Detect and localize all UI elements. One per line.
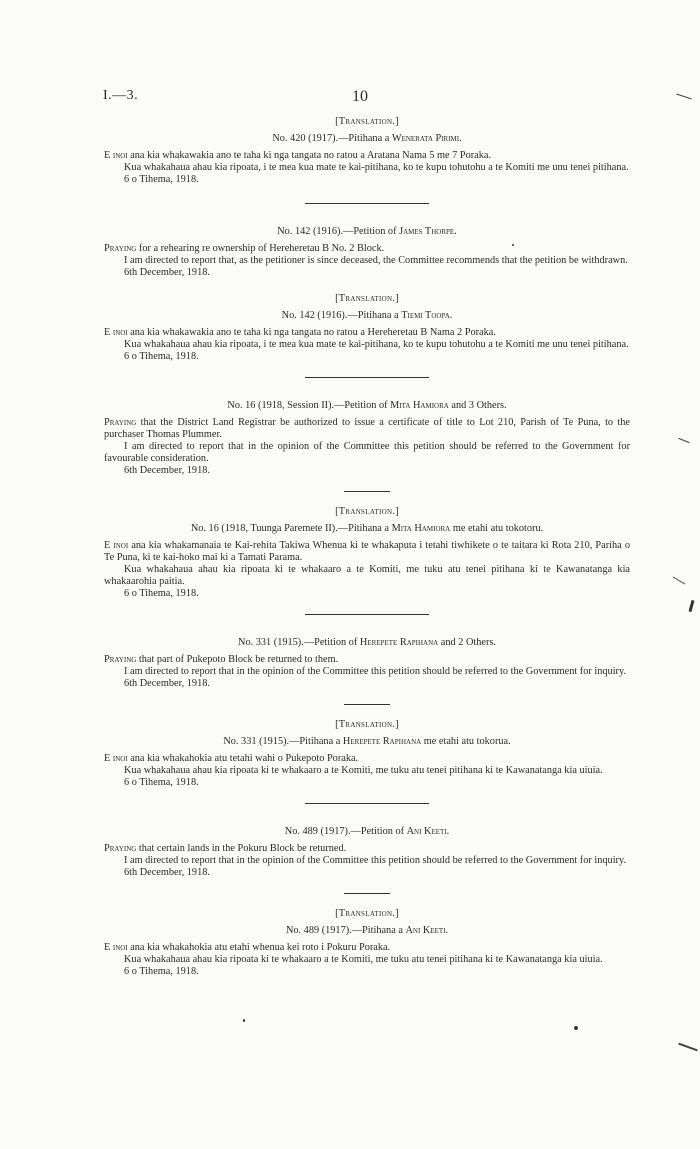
petition-heading (104, 310, 630, 322)
petition-heading-tail: and 3 Others. (448, 400, 507, 411)
report-date: 6th December, 1918. (124, 465, 210, 476)
scan-speck (512, 244, 514, 246)
prayer-paragraph (104, 654, 630, 666)
petitioner-name: Herepete Rapihana (359, 637, 439, 648)
translation-label: [Translation.] (335, 506, 399, 517)
petition-heading (104, 736, 630, 748)
petition-number: No. 142 (1916).—Petition of (277, 226, 400, 237)
prayer-paragraph (104, 540, 630, 564)
report-paragraph: Kua whakahaua ahau kia ripoata ki te whakaaro a te Komiti, me tuku atu tenei pitihana ki te Kawanatanga kia uiuia. (124, 765, 603, 776)
petition-number: No. 331 (1915).—Pitihana a (223, 736, 343, 747)
prayer-paragraph (104, 417, 630, 441)
petition-heading (104, 523, 630, 535)
report-paragraph: Kua whakahaua ahau kia ripoata, i te mea kua mate te kai-pitihana, ko te kupu tohutohu a te Komiti me unu tenei pitihana. (124, 162, 629, 173)
prayer-opening: Praying (104, 843, 137, 854)
petition-heading-tail: and 2 Others. (438, 637, 496, 648)
prayer-text: ana kia whakawakia ano te taha ki nga tangata no ratou a Hereheretau B Nama 2 Poraka. (127, 327, 496, 338)
prayer-opening: Praying (104, 654, 137, 665)
petition-heading (104, 925, 630, 937)
report-date: 6th December, 1918. (124, 867, 210, 878)
petitioner-name: Tiemi Toopa. (401, 310, 453, 321)
translation-label: [Translation.] (335, 908, 399, 919)
petition-number: No. 489 (1917).—Petition of (284, 826, 407, 837)
prayer-text: ana kia whakamanaia te Kai-rehita Takiwa Whenua ki te whakaputa i tetahi tiwhikete o te taitara ki Rota 210, Pariha o Te Puna, ki te kai-hoko mai ki a Tamati Parama. (104, 540, 631, 563)
prayer-opening: E inoi (104, 540, 129, 551)
petitioner-name: Ani Keeti. (406, 826, 450, 837)
prayer-paragraph (104, 150, 630, 162)
petitioner-name: Ani Keeti. (405, 925, 449, 936)
petition-heading (104, 400, 630, 412)
prayer-paragraph (104, 243, 630, 255)
translation-label: [Translation.] (335, 719, 399, 730)
report-paragraph: I am directed to report that in the opinion of the Committee this petition should be referred to the Government for inquiry. (124, 666, 627, 677)
prayer-paragraph (104, 843, 630, 855)
petition-heading (104, 226, 630, 238)
scan-mark (673, 577, 686, 585)
report-date: 6 o Tihema, 1918. (124, 777, 199, 788)
prayer-text: that part of Pukepoto Block be returned to them. (136, 654, 339, 665)
petition-entry (104, 293, 630, 363)
report-paragraph: Kua whakahaua ahau kia ripoata ki te whakaaro a te Komiti, me tuku atu tenei pitihana ki te Kawanatanga kia whakaarohia paitia. (104, 564, 630, 587)
petition-heading (104, 637, 630, 649)
petition-number: No. 420 (1917).—Pitihana a (272, 133, 392, 144)
report-date: 6 o Tihema, 1918. (124, 174, 199, 185)
translation-label: [Translation.] (335, 116, 399, 127)
petition-heading (104, 826, 630, 838)
prayer-text: ana kia whakahokia atu tetahi wahi o Pukepoto Poraka. (127, 753, 359, 764)
report-paragraph: I am directed to report that in the opinion of the Committee this petition should be referred to the Government for favourable consideration. (104, 441, 630, 464)
prayer-paragraph (104, 942, 630, 954)
petition-entry (104, 226, 630, 279)
petition-number: No. 142 (1916).—Pitihana a (281, 310, 402, 321)
prayer-text: ana kia whakahokia atu etahi whenua kei roto i Pokuru Poraka. (127, 942, 391, 953)
report-date: 6th December, 1918. (124, 267, 210, 278)
petition-entry (104, 506, 630, 600)
report-paragraph: I am directed to report that in the opinion of the Committee this petition should be referred to the Government for inquiry. (124, 855, 627, 866)
petition-number: No. 16 (1918, Session II).—Petition of (227, 400, 391, 411)
scan-speck (243, 1019, 245, 1022)
petition-entry (104, 826, 630, 879)
prayer-opening: E inoi (104, 753, 128, 764)
page-content (104, 116, 630, 978)
petitioner-name: James Thorpe. (399, 226, 457, 237)
prayer-paragraph (104, 753, 630, 765)
page-number: 10 (352, 88, 368, 105)
report-paragraph: Kua whakahaua ahau kia ripoata, i te mea kua mate te kai-pitihana, ko te kupu tohutohu a te Komiti me unu tenei pitihana. (124, 339, 629, 350)
petition-heading (104, 133, 630, 145)
petition-number: No. 331 (1915).—Petition of (238, 637, 360, 648)
scan-mark (678, 438, 690, 443)
report-date: 6 o Tihema, 1918. (124, 966, 199, 977)
translation-label: [Translation.] (335, 293, 399, 304)
petition-entry (104, 637, 630, 690)
prayer-paragraph (104, 327, 630, 339)
page-header (0, 88, 700, 108)
petition-entry (104, 116, 630, 186)
scan-speck (688, 600, 694, 612)
petition-entry (104, 719, 630, 789)
report-date: 6 o Tihema, 1918. (124, 588, 199, 599)
petition-number: No. 16 (1918, Tuunga Paremete II).—Pitihana a (190, 523, 392, 534)
petitioner-name: Mita Hamiora (391, 523, 451, 534)
prayer-opening: E inoi (104, 150, 128, 161)
petitioner-name: Herepete Rapihana (342, 736, 422, 747)
petition-number: No. 489 (1917).—Pitihana a (285, 925, 406, 936)
prayer-opening: Praying (104, 417, 137, 428)
prayer-opening: E inoi (104, 327, 128, 338)
petition-heading-tail: me etahi atu tokorua. (421, 736, 511, 747)
prayer-text: that the District Land Registrar be authorized to issue a certificate of title to Lot 210, Parish of Te Puna, to the purchaser Thomas Plummer. (104, 417, 630, 440)
report-paragraph: Kua whakahaua ahau kia ripoata ki te whakaaro a te Komiti, me tuku atu tenei pitihana ki te Kawanatanga kia uiuia. (124, 954, 603, 965)
prayer-opening: Praying (104, 243, 137, 254)
petition-heading-tail: me etahi atu tokotoru. (450, 523, 544, 534)
scan-speck (574, 1026, 578, 1030)
prayer-text: ana kia whakawakia ano te taha ki nga tangata no ratou a Aratana Nama 5 me 7 Poraka. (127, 150, 492, 161)
report-date: 6 o Tihema, 1918. (124, 351, 199, 362)
prayer-opening: E inoi (104, 942, 128, 953)
report-date: 6th December, 1918. (124, 678, 210, 689)
scan-mark (678, 1043, 697, 1052)
petition-entry (104, 908, 630, 978)
petition-entry (104, 400, 630, 477)
prayer-text: for a rehearing re ownership of Hereheretau B No. 2 Block. (136, 243, 385, 254)
prayer-text: that certain lands in the Pokuru Block be returned. (136, 843, 347, 854)
petitioner-name: Wenerata Pirimi. (391, 133, 462, 144)
petitioner-name: Mita Hamiora (390, 400, 449, 411)
report-paragraph: I am directed to report that, as the petitioner is since deceased, the Committee recommends that the petition be withdrawn. (124, 255, 628, 266)
page-reference: I.—3. (103, 88, 139, 103)
